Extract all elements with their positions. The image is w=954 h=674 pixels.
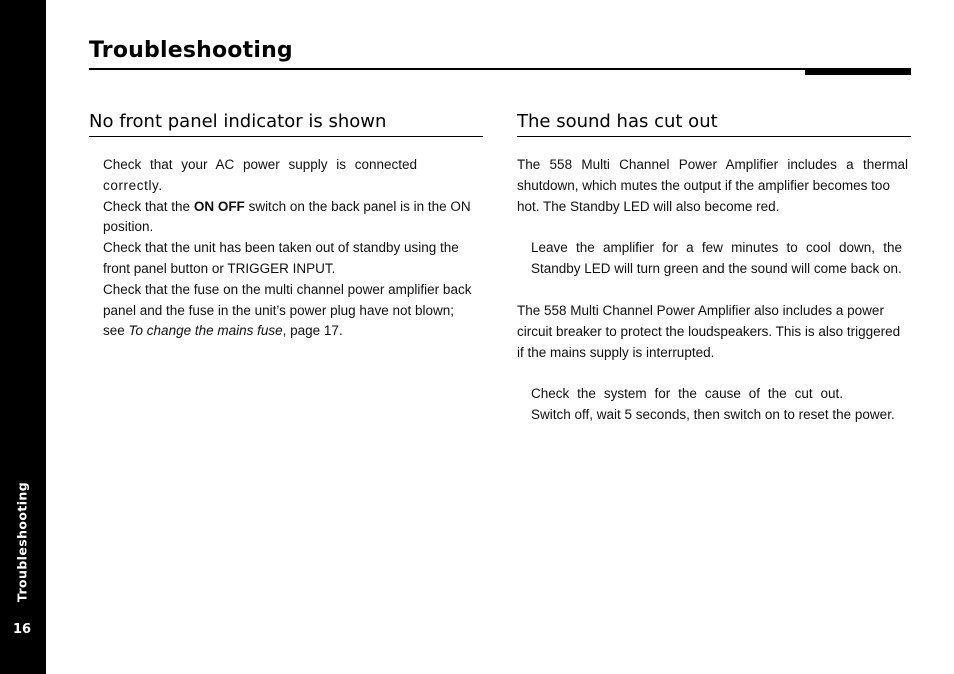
left-p2-line1 [103, 197, 483, 218]
left-heading-rule [89, 136, 483, 137]
right-p4 [531, 384, 911, 426]
left-p4-line3 [103, 321, 483, 342]
page-number: 16 [12, 622, 32, 637]
right-p3-line3: if the mains supply is interrupted. [517, 344, 715, 360]
right-p4-line2: Switch off, wait 5 seconds, then switch on to reset the power. [531, 406, 895, 422]
left-section-body [103, 155, 483, 342]
left-p4-post: , page 17. [282, 323, 343, 339]
right-p3 [517, 301, 911, 363]
page-title: Troubleshooting [89, 38, 293, 63]
right-p1-line1: The 558 Multi Channel Power Amplifier includes a thermal [517, 157, 908, 172]
left-p1-line1: Check that your AC power supply is connected [103, 157, 417, 172]
left-p1-line2: correctly. [103, 177, 163, 193]
right-section-heading: The sound has cut out [517, 111, 718, 132]
left-p2-post: switch on the back panel is in the ON [244, 198, 471, 214]
right-p1 [517, 155, 911, 217]
right-p1-line2: shutdown, which mutes the output if the amplifier becomes too [517, 177, 890, 193]
right-p2-line2: Standby LED will turn green and the sound will come back on. [531, 260, 902, 276]
left-p4-italic: To change the mains fuse [128, 323, 283, 339]
left-p4-line1: Check that the fuse on the multi channel power amplifier back [103, 281, 472, 297]
side-section-label: Troubleshooting [14, 481, 30, 603]
left-p3-line1: Check that the unit has been taken out of standby using the [103, 240, 459, 256]
left-section-heading: No front panel indicator is shown [89, 111, 387, 132]
title-rule-block [805, 68, 911, 75]
left-p3-line2: front panel button or TRIGGER INPUT. [103, 260, 336, 276]
left-p4-line2: panel and the fuse in the unit’s power plug have not blown; [103, 302, 454, 318]
right-p4-line1: Check the system for the cause of the cut out. [531, 386, 843, 401]
right-p2-line1: Leave the amplifier for a few minutes to cool down, the [531, 240, 902, 255]
right-p3-line1: The 558 Multi Channel Power Amplifier also includes a power [517, 303, 884, 318]
left-p2-pre: Check that the [103, 198, 194, 214]
right-p2 [531, 238, 911, 280]
left-p2-bold: ON OFF [193, 198, 245, 214]
right-p3-line2: circuit breaker to protect the loudspeakers. This is also triggered [517, 323, 901, 339]
left-p2-line2: position. [103, 219, 154, 235]
left-p4-pre: see [103, 323, 129, 339]
title-rule [89, 68, 911, 70]
right-heading-rule [517, 136, 911, 137]
right-p1-line3: hot. The Standby LED will also become red. [517, 198, 780, 214]
